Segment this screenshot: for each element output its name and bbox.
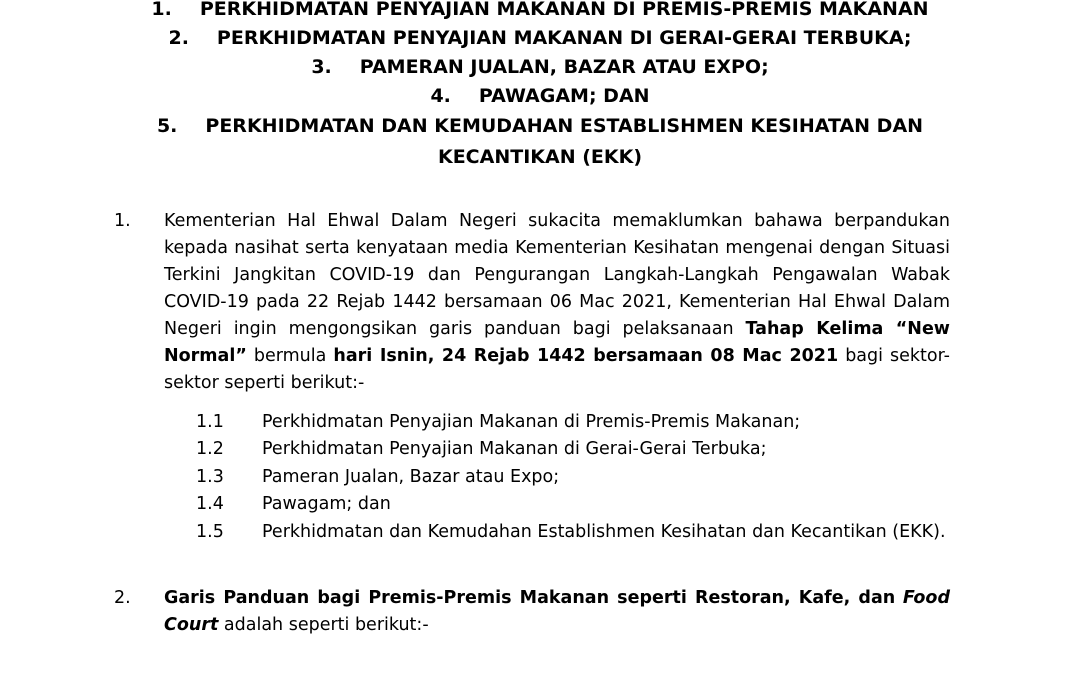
bold-text: Tahap Kelima “New bbox=[745, 319, 950, 339]
sublist-item: Perkhidmatan Penyajian Makanan di Premis-Premis Makanan; bbox=[262, 412, 801, 432]
sublist-number: 1.1 bbox=[196, 412, 224, 432]
bold-text: hari Isnin, 24 Rejab 1442 bersamaan 08 Mac 2021 bbox=[333, 346, 839, 366]
paragraph-line bbox=[164, 316, 950, 343]
heading-number: 3. bbox=[311, 56, 332, 78]
heading-number: 2. bbox=[168, 27, 189, 49]
paragraph-line: Kementerian Hal Ehwal Dalam Negeri sukacita memaklumkan bahawa berpandukan bbox=[164, 211, 950, 231]
sublist-item: Pameran Jualan, Bazar atau Expo; bbox=[262, 467, 560, 487]
sublist-number: 1.5 bbox=[196, 522, 224, 542]
paragraph-1 bbox=[164, 208, 950, 397]
heading-text: PAMERAN JUALAN, BAZAR ATAU EXPO; bbox=[359, 56, 769, 78]
paragraph-2 bbox=[164, 585, 950, 639]
heading-item-4 bbox=[0, 81, 1080, 111]
paragraph-text: bagi sektor- bbox=[845, 346, 950, 366]
bold-italic-text: Court bbox=[164, 615, 219, 635]
sublist-number: 1.2 bbox=[196, 439, 224, 459]
heading-item-5 bbox=[0, 111, 1080, 141]
heading-text: PERKHIDMATAN PENYAJIAN MAKANAN DI GERAI-GERAI TERBUKA; bbox=[216, 27, 912, 49]
paragraph-2-number: 2. bbox=[114, 588, 131, 608]
heading-number: 5. bbox=[156, 115, 178, 137]
sublist-item: Pawagam; dan bbox=[262, 494, 391, 514]
paragraph-text: adalah seperti berikut:- bbox=[223, 615, 429, 635]
paragraph-text: bermula bbox=[253, 346, 327, 366]
heading-item-2 bbox=[0, 23, 1080, 53]
heading-number: 4. bbox=[430, 85, 451, 107]
heading-item-1 bbox=[0, 0, 1080, 24]
paragraph-line: sektor seperti berikut:- bbox=[164, 373, 365, 393]
heading-text: PAWAGAM; DAN bbox=[478, 85, 650, 107]
heading-text: PERKHIDMATAN PENYAJIAN MAKANAN DI PREMIS-PREMIS MAKANAN bbox=[199, 0, 929, 20]
bold-text: Normal” bbox=[164, 346, 247, 366]
paragraph-line bbox=[164, 612, 950, 639]
paragraph-line: kepada nasihat serta kenyataan media Kementerian Kesihatan mengenai dengan Situasi bbox=[164, 238, 950, 258]
heading-number: 1. bbox=[151, 0, 172, 20]
paragraph-text: Negeri ingin mengongsikan garis panduan bagi pelaksanaan bbox=[164, 319, 734, 339]
paragraph-line: COVID-19 pada 22 Rejab 1442 bersamaan 06 Mac 2021, Kementerian Hal Ehwal Dalam bbox=[164, 292, 950, 312]
paragraph-line bbox=[164, 585, 950, 612]
heading-item-3 bbox=[0, 52, 1080, 82]
sublist-item: Perkhidmatan dan Kemudahan Establishmen Kesihatan dan Kecantikan (EKK). bbox=[262, 522, 946, 542]
bold-text: Garis Panduan bagi Premis-Premis Makanan seperti Restoran, Kafe, dan bbox=[164, 588, 896, 608]
sublist-number: 1.3 bbox=[196, 467, 224, 487]
heading-text: KECANTIKAN (EKK) bbox=[437, 146, 643, 168]
sublist-item: Perkhidmatan Penyajian Makanan di Gerai-Gerai Terbuka; bbox=[262, 439, 767, 459]
bold-italic-text: Food bbox=[902, 588, 950, 608]
heading-text: PERKHIDMATAN DAN KEMUDAHAN ESTABLISHMEN KESIHATAN DAN bbox=[205, 115, 924, 137]
heading-item-5-continued bbox=[0, 142, 1080, 172]
paragraph-line: Terkini Jangkitan COVID-19 dan Pengurangan Langkah-Langkah Pengawalan Wabak bbox=[164, 265, 950, 285]
paragraph-line bbox=[164, 343, 950, 370]
sublist-number: 1.4 bbox=[196, 494, 224, 514]
paragraph-1-number: 1. bbox=[114, 211, 131, 231]
